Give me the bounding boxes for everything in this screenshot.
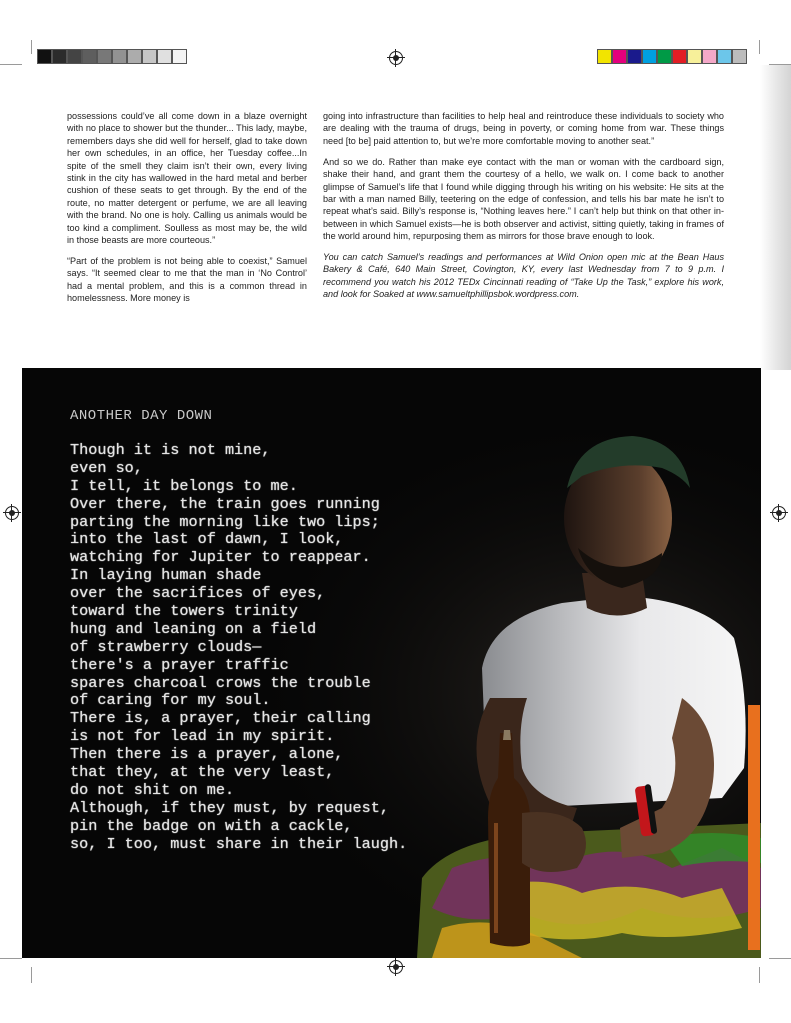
orange-accent-tab — [748, 705, 760, 950]
color-swatch — [52, 49, 67, 64]
color-swatch — [627, 49, 642, 64]
registration-mark-icon — [389, 960, 403, 974]
crop-mark — [31, 967, 32, 983]
poem-line: over the sacrifices of eyes, — [70, 584, 326, 603]
color-swatch — [157, 49, 172, 64]
poem-line: toward the towers trinity — [70, 602, 298, 621]
color-swatch — [37, 49, 52, 64]
poem-line: Though it is not mine, — [70, 441, 271, 459]
poem-line: hung and leaning on a field — [70, 619, 317, 638]
article-paragraph: “Part of the problem is not being able to coexist,” Samuel says. “It seemed clear to me that the man in ‘No Control’ had a mental problem, and this is a common thread in homelessness. More money is — [67, 255, 307, 304]
color-swatch — [702, 49, 717, 64]
article-paragraph: going into infrastructure than facilities to help heal and reintroduce these individuals to society who are dealing with the trauma of drugs, being in poverty, or coming home from war. These things need [to be] paid attention to, but we’re more comfortable moving to another seat.” — [323, 111, 724, 146]
article-right-column — [323, 110, 724, 309]
poem-line: into the last of dawn, I look, — [70, 530, 344, 549]
poem-line: In laying human shade — [70, 566, 262, 585]
color-swatch — [687, 49, 702, 64]
color-swatch — [732, 49, 747, 64]
article-paragraph: And so we do. Rather than make eye contact with the man or woman with the cardboard sign, shake their hand, and grant them the courtesy of a hello, we walk on. I come back to another glimpse of Samuel’s life that I found while digging through his writing on his website: He sits at the bar with a man named Billy, teetering on the edge of confession, and tells his bar mate he isn’t to repeat what’s said. Billy’s response is, “Nothing leaves here.” I can’t help but think on that other in-between in which Samuel exists—he is both observer and activist, sitting quietly, taking in frames of the world around him, repurposing them as mirrors for those brave enough to look. — [323, 156, 724, 242]
poem-line: spares charcoal crows the trouble — [70, 673, 371, 692]
poem-line: even so, — [70, 458, 143, 477]
poem-photo-panel — [22, 368, 761, 958]
color-swatch — [717, 49, 732, 64]
poem-line: of strawberry clouds— — [70, 637, 262, 656]
color-swatch — [612, 49, 627, 64]
poem-line: of caring for my soul. — [70, 691, 271, 710]
poem-line: that they, at the very least, — [70, 763, 335, 782]
poem-line: there's a prayer traffic — [70, 655, 289, 674]
poem-line: watching for Jupiter to reappear. — [70, 548, 371, 567]
grayscale-calibration-bar — [37, 49, 187, 64]
event-note: You can catch Samuel’s readings and performances at Wild Onion open mic at the Bean Haus Bakery & Café, 640 Main Street, Covington, KY, every last Wednesday from 7 to 9 p.m. I recommend you watch his 2012 TEDx Cincinnati reading of “Take Up the Task,” explore his work, and look for Soaked at www.samueltphillipsbok.wordpress.com. — [323, 252, 724, 300]
crop-mark — [31, 40, 32, 54]
color-swatch — [142, 49, 157, 64]
color-swatch — [657, 49, 672, 64]
poem-line: is not for lead in my spirit. — [70, 727, 335, 746]
side-gradient-strip — [760, 65, 791, 370]
color-swatch — [172, 49, 187, 64]
color-swatch — [112, 49, 127, 64]
article-paragraph: possessions could’ve all come down in a blaze overnight with no place to shower but the thunder... This lady, maybe, remembers days she did well for herself, glad to take down her own schedules, in an office, her Tuesday coffee...In spite of the smell they claim isn’t their own, every living stink in the city has wallowed in the hard metal and berber cushion of these seats to get through. By the end of the route, no matter detergent or perfume, we are all leaving with the brand. No one is holy. Calling us animals would be too kind a compliment. Soulless as most may be, the wild in those beasts are more courteous.” — [67, 111, 307, 246]
color-swatch — [642, 49, 657, 64]
poem-line: pin the badge on with a cackle, — [70, 816, 353, 835]
crop-mark — [759, 967, 760, 983]
poem-line: Over there, the train goes running — [70, 494, 380, 513]
poem-line: parting the morning like two lips; — [70, 512, 380, 531]
color-swatch — [97, 49, 112, 64]
poem-line: do not shit on me. — [70, 780, 235, 799]
poem-line: I tell, it belongs to me. — [70, 476, 298, 495]
color-swatch — [127, 49, 142, 64]
color-swatch — [672, 49, 687, 64]
poem-title: ANOTHER DAY DOWN — [70, 408, 213, 424]
poem-body — [70, 442, 407, 853]
poem-line: Although, if they must, by request, — [70, 798, 389, 817]
article-left-column — [67, 110, 307, 313]
color-calibration-bar — [597, 49, 747, 64]
registration-mark-icon — [5, 506, 19, 520]
color-swatch — [67, 49, 82, 64]
poem-line: Then there is a prayer, alone, — [70, 745, 344, 764]
crop-mark — [769, 958, 791, 959]
color-swatch — [82, 49, 97, 64]
crop-mark — [0, 958, 22, 959]
color-swatch — [597, 49, 612, 64]
crop-mark — [759, 40, 760, 54]
poem-line: There is, a prayer, their calling — [70, 709, 371, 728]
poem-line: so, I too, must share in their laugh. — [70, 834, 408, 853]
crop-mark — [0, 64, 22, 65]
registration-mark-icon — [772, 506, 786, 520]
registration-mark-icon — [389, 51, 403, 65]
